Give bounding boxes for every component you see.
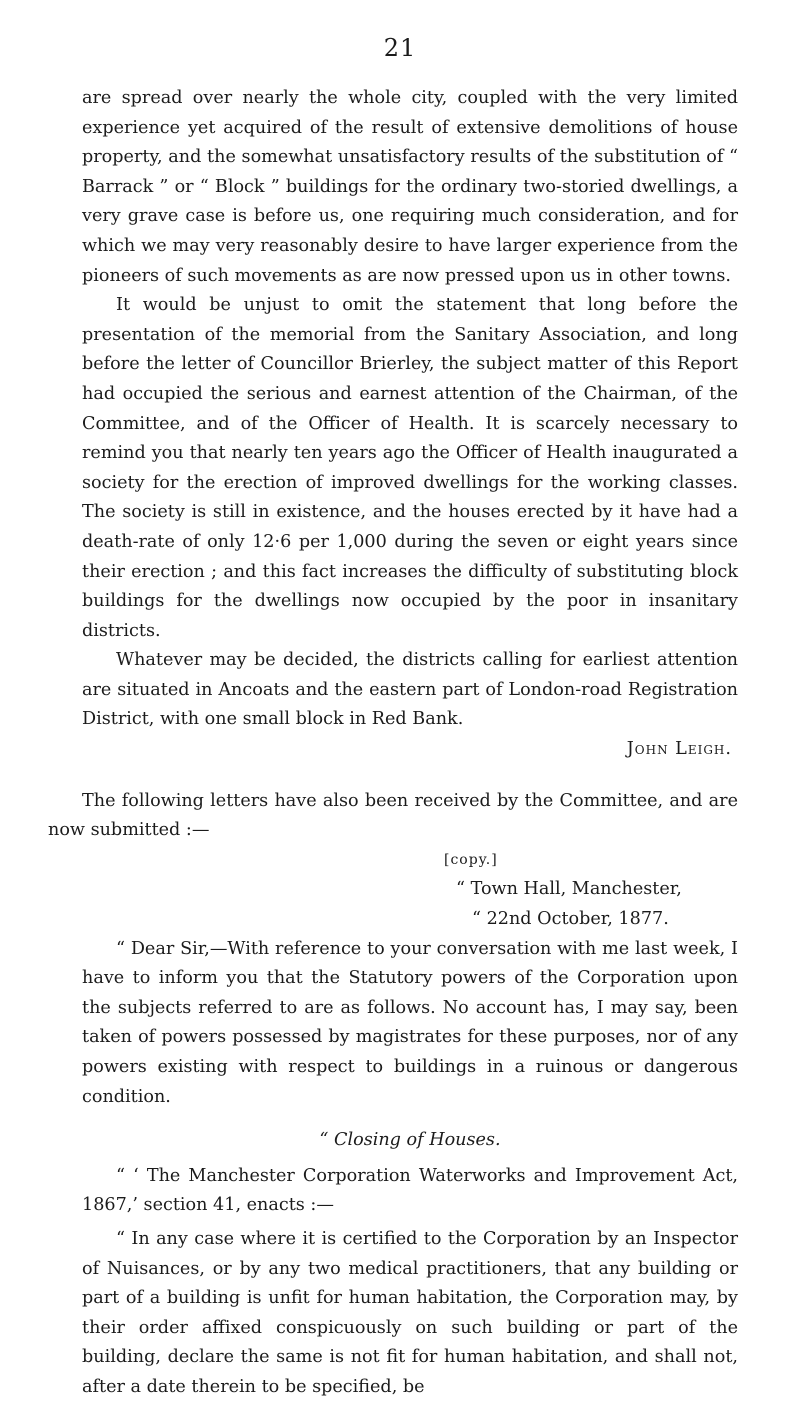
paragraph-letters-intro: The following letters have also been received by the Committee, and are now submitted :— — [48, 790, 738, 841]
act-reference: “ ‘ The Manchester Corporation Waterworks and Improvement Act, 1867,’ section 41, enacts :— — [82, 1165, 738, 1216]
section-heading: “ Closing of Houses. — [319, 1130, 501, 1151]
paragraph-officer-of-health: It would be unjust to omit the statement that long before the presentation of the memorial from the Sanitary Association, and long before the letter of Councillor Brierley, the subject matter of this Report had occupied the serious and earnest attention of the Chairman, of the Committee, and of the Officer of Health. It is scarcely necessary to remind you that nearly ten years ago the Officer of Health inaugurated a society for the erection of improved dwellings for the working classes. The society is still in existence, and the houses erected by it have had a death-rate of only 12·6 per 1,000 during the seven or eight years since their erection ; and this fact increases the difficulty of substituting block buildings for the dwellings now occupied by the poor in insanitary districts. — [82, 295, 738, 641]
paragraph-continued: are spread over nearly the whole city, coupled with the very limited experience yet acquired of the result of extensive demolitions of house property, and the somewhat unsatisfactory results of the substitution of “ Barrack ” or “ Block ” buildings for the ordinary two-storied dwellings, a very grave case is before us, one requiring much consideration, and for which we may very reasonably desire to have larger experience from the pioneers of such movements as are now pressed upon us in other towns. — [82, 88, 738, 286]
enactment-text: “ In any case where it is certified to the Corporation by an Inspector of Nuisances, or by any two medical practitioners, that any building or part of a building is unfit for human habitation, the Corporation may, by their order affixed conspicuously on such building or part of the building, declare the same is not fit for human habitation, and shall not, after a date therein to be specified, be — [82, 1228, 738, 1397]
copy-label: [copy.] — [444, 851, 498, 868]
page-number: 21 — [383, 34, 417, 62]
letter-body: “ Dear Sir,—With reference to your conversation with me last week, I have to inform you that the Statutory powers of the Corporation upon the subjects referred to are as follows. No account has, I may say, been taken of powers possessed by magistrates for these purposes, nor of any powers existing with respect to buildings in a ruinous or dangerous condition. — [82, 938, 738, 1107]
letter-address: “ Town Hall, Manchester, — [456, 879, 682, 900]
paragraph-districts: Whatever may be decided, the districts calling for earliest attention are situated in Ancoats and the eastern part of London-road Registration District, with one small block in Red Bank. — [82, 650, 738, 730]
signature: John Leigh. — [626, 739, 732, 760]
letter-date: “ 22nd October, 1877. — [472, 909, 669, 930]
body-text — [48, 84, 738, 1403]
